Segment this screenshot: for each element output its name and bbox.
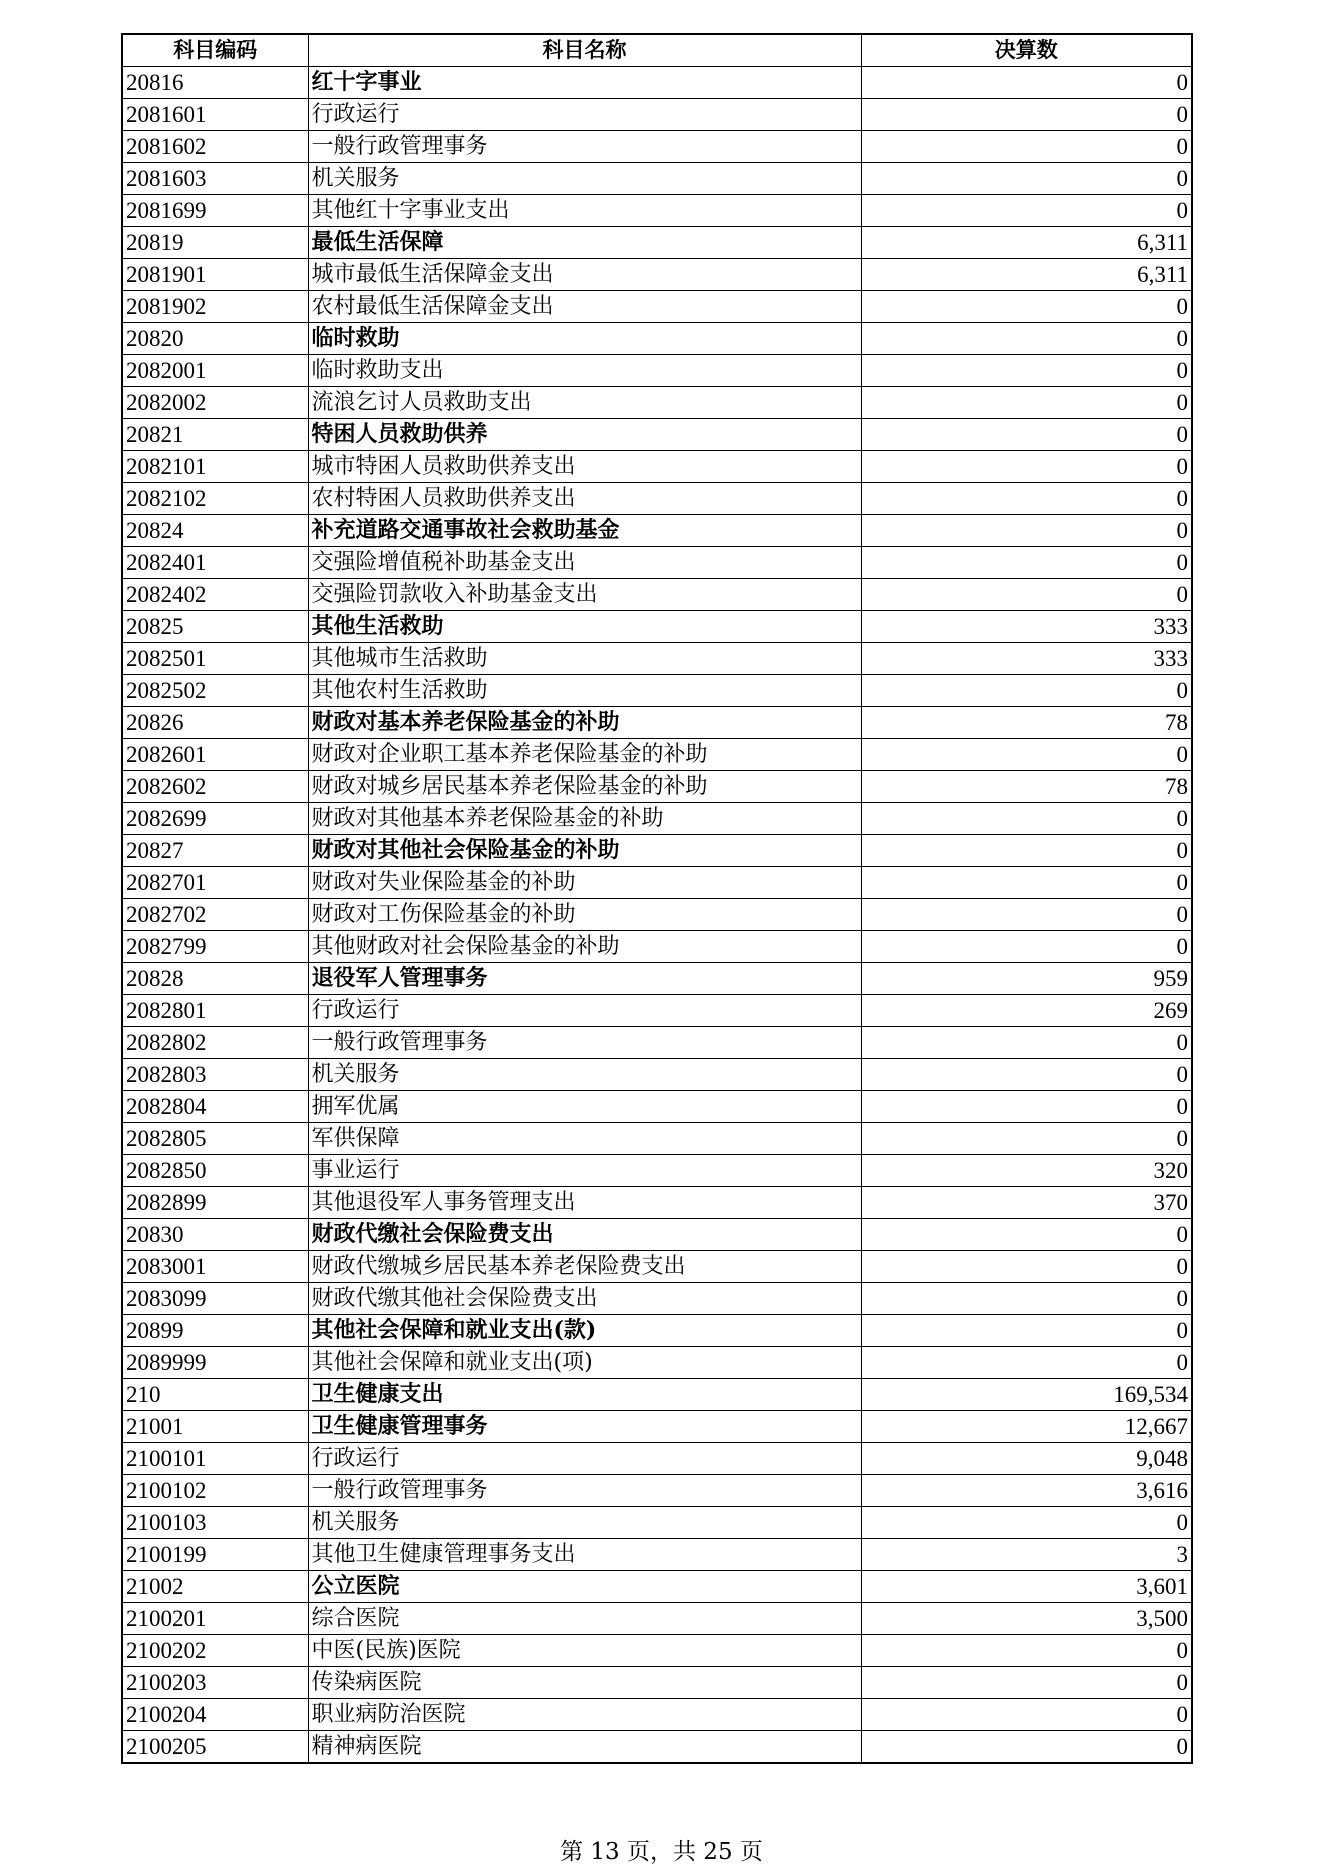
row-code: 21001	[122, 1411, 308, 1443]
row-name: 城市特困人员救助供养支出	[308, 451, 861, 483]
row-code: 2100102	[122, 1475, 308, 1507]
row-code: 2081601	[122, 99, 308, 131]
row-code: 2082101	[122, 451, 308, 483]
row-name: 一般行政管理事务	[308, 131, 861, 163]
row-code: 20826	[122, 707, 308, 739]
row-name: 传染病医院	[308, 1667, 861, 1699]
row-name: 财政对失业保险基金的补助	[308, 867, 861, 899]
table-row	[122, 1315, 1192, 1347]
row-amount: 3,616	[861, 1475, 1192, 1507]
row-code: 2100202	[122, 1635, 308, 1667]
table-row	[122, 1155, 1192, 1187]
row-code: 2100101	[122, 1443, 308, 1475]
table-row	[122, 1411, 1192, 1443]
table-header-row	[122, 34, 1192, 67]
row-code: 2081699	[122, 195, 308, 227]
row-amount: 6,311	[861, 259, 1192, 291]
row-amount: 78	[861, 771, 1192, 803]
row-name: 最低生活保障	[308, 227, 861, 259]
row-code: 2081902	[122, 291, 308, 323]
row-amount: 3	[861, 1539, 1192, 1571]
row-amount: 959	[861, 963, 1192, 995]
table-row	[122, 67, 1192, 99]
table-row	[122, 99, 1192, 131]
row-amount: 0	[861, 547, 1192, 579]
row-name: 机关服务	[308, 1059, 861, 1091]
table-row	[122, 483, 1192, 515]
table-row	[122, 1731, 1192, 1764]
row-code: 2082702	[122, 899, 308, 931]
row-code: 2100201	[122, 1603, 308, 1635]
table-row	[122, 963, 1192, 995]
table-row	[122, 1603, 1192, 1635]
row-name: 财政对基本养老保险基金的补助	[308, 707, 861, 739]
row-amount: 333	[861, 643, 1192, 675]
row-code: 2082799	[122, 931, 308, 963]
row-name: 一般行政管理事务	[308, 1475, 861, 1507]
table-row	[122, 1635, 1192, 1667]
row-amount: 0	[861, 387, 1192, 419]
row-amount: 169,534	[861, 1379, 1192, 1411]
row-code: 2100205	[122, 1731, 308, 1764]
table-row	[122, 163, 1192, 195]
row-amount: 0	[861, 323, 1192, 355]
table-row	[122, 1123, 1192, 1155]
table-row	[122, 1443, 1192, 1475]
row-amount: 78	[861, 707, 1192, 739]
row-amount: 0	[861, 1347, 1192, 1379]
row-code: 20828	[122, 963, 308, 995]
page-number: 第 13 页，共 25 页	[560, 1839, 763, 1865]
row-code: 2082501	[122, 643, 308, 675]
row-code: 20899	[122, 1315, 308, 1347]
row-name: 机关服务	[308, 163, 861, 195]
row-name: 城市最低生活保障金支出	[308, 259, 861, 291]
table-row	[122, 867, 1192, 899]
table-row	[122, 1667, 1192, 1699]
row-amount: 0	[861, 515, 1192, 547]
row-amount: 0	[861, 451, 1192, 483]
row-code: 2082602	[122, 771, 308, 803]
table-row	[122, 195, 1192, 227]
row-code: 2081602	[122, 131, 308, 163]
header-name: 科目名称	[308, 34, 861, 67]
row-code: 2082804	[122, 1091, 308, 1123]
row-code: 20830	[122, 1219, 308, 1251]
row-amount: 0	[861, 835, 1192, 867]
row-code: 20821	[122, 419, 308, 451]
row-amount: 0	[861, 291, 1192, 323]
row-name: 行政运行	[308, 99, 861, 131]
table-row	[122, 387, 1192, 419]
table-row	[122, 1379, 1192, 1411]
row-amount: 0	[861, 739, 1192, 771]
table-row	[122, 899, 1192, 931]
row-code: 2082601	[122, 739, 308, 771]
row-amount: 0	[861, 579, 1192, 611]
row-name: 财政对其他基本养老保险基金的补助	[308, 803, 861, 835]
row-amount: 0	[861, 1027, 1192, 1059]
row-amount: 0	[861, 1219, 1192, 1251]
row-name: 其他城市生活救助	[308, 643, 861, 675]
table-row	[122, 291, 1192, 323]
row-name: 财政对企业职工基本养老保险基金的补助	[308, 739, 861, 771]
row-name: 财政代缴城乡居民基本养老保险费支出	[308, 1251, 861, 1283]
table-row	[122, 1283, 1192, 1315]
row-name: 临时救助	[308, 323, 861, 355]
row-name: 流浪乞讨人员救助支出	[308, 387, 861, 419]
row-code: 2082805	[122, 1123, 308, 1155]
row-code: 2081603	[122, 163, 308, 195]
table-row	[122, 1571, 1192, 1603]
table-row	[122, 515, 1192, 547]
table-row	[122, 739, 1192, 771]
table-row	[122, 707, 1192, 739]
row-amount: 0	[861, 1283, 1192, 1315]
budget-table	[121, 33, 1193, 1764]
row-name: 财政代缴其他社会保险费支出	[308, 1283, 861, 1315]
row-amount: 6,311	[861, 227, 1192, 259]
row-code: 20825	[122, 611, 308, 643]
row-name: 其他社会保障和就业支出(项)	[308, 1347, 861, 1379]
row-amount: 0	[861, 1635, 1192, 1667]
row-amount: 0	[861, 867, 1192, 899]
table-row	[122, 355, 1192, 387]
row-amount: 0	[861, 1315, 1192, 1347]
table-row	[122, 547, 1192, 579]
table-row	[122, 835, 1192, 867]
table-row	[122, 643, 1192, 675]
table-row	[122, 771, 1192, 803]
row-name: 军供保障	[308, 1123, 861, 1155]
row-name: 其他社会保障和就业支出(款)	[308, 1315, 861, 1347]
row-amount: 3,500	[861, 1603, 1192, 1635]
row-code: 2082899	[122, 1187, 308, 1219]
table-row	[122, 259, 1192, 291]
table-row	[122, 1219, 1192, 1251]
table-row	[122, 419, 1192, 451]
row-name: 精神病医院	[308, 1731, 861, 1764]
row-amount: 0	[861, 67, 1192, 99]
row-name: 卫生健康支出	[308, 1379, 861, 1411]
row-name: 其他退役军人事务管理支出	[308, 1187, 861, 1219]
row-code: 2081901	[122, 259, 308, 291]
table-row	[122, 1507, 1192, 1539]
row-name: 财政对工伤保险基金的补助	[308, 899, 861, 931]
row-name: 行政运行	[308, 1443, 861, 1475]
row-amount: 3,601	[861, 1571, 1192, 1603]
table-row	[122, 675, 1192, 707]
row-code: 2100103	[122, 1507, 308, 1539]
row-code: 2100204	[122, 1699, 308, 1731]
row-amount: 0	[861, 1251, 1192, 1283]
row-name: 财政对其他社会保险基金的补助	[308, 835, 861, 867]
row-name: 农村最低生活保障金支出	[308, 291, 861, 323]
table-row	[122, 1091, 1192, 1123]
row-code: 2082801	[122, 995, 308, 1027]
row-amount: 0	[861, 163, 1192, 195]
row-amount: 0	[861, 1667, 1192, 1699]
row-name: 拥军优属	[308, 1091, 861, 1123]
row-code: 2082802	[122, 1027, 308, 1059]
row-code: 20816	[122, 67, 308, 99]
table-row	[122, 1699, 1192, 1731]
row-code: 21002	[122, 1571, 308, 1603]
table-row	[122, 931, 1192, 963]
row-name: 职业病防治医院	[308, 1699, 861, 1731]
row-code: 2082401	[122, 547, 308, 579]
row-code: 2082502	[122, 675, 308, 707]
row-code: 2082850	[122, 1155, 308, 1187]
row-amount: 0	[861, 131, 1192, 163]
row-amount: 0	[861, 1731, 1192, 1764]
row-name: 红十字事业	[308, 67, 861, 99]
row-name: 财政代缴社会保险费支出	[308, 1219, 861, 1251]
table-row	[122, 131, 1192, 163]
row-amount: 370	[861, 1187, 1192, 1219]
row-code: 2082803	[122, 1059, 308, 1091]
row-name: 公立医院	[308, 1571, 861, 1603]
row-code: 20820	[122, 323, 308, 355]
row-amount: 0	[861, 1699, 1192, 1731]
row-amount: 0	[861, 1091, 1192, 1123]
row-name: 一般行政管理事务	[308, 1027, 861, 1059]
row-amount: 0	[861, 99, 1192, 131]
row-amount: 0	[861, 355, 1192, 387]
row-amount: 0	[861, 675, 1192, 707]
row-code: 20827	[122, 835, 308, 867]
row-code: 2082002	[122, 387, 308, 419]
row-code: 2082001	[122, 355, 308, 387]
table-row	[122, 323, 1192, 355]
row-amount: 333	[861, 611, 1192, 643]
row-name: 退役军人管理事务	[308, 963, 861, 995]
table-row	[122, 1059, 1192, 1091]
header-amount: 决算数	[861, 34, 1192, 67]
row-code: 210	[122, 1379, 308, 1411]
row-name: 行政运行	[308, 995, 861, 1027]
row-name: 其他农村生活救助	[308, 675, 861, 707]
row-code: 2100199	[122, 1539, 308, 1571]
row-name: 其他财政对社会保险基金的补助	[308, 931, 861, 963]
table-row	[122, 1475, 1192, 1507]
table-row	[122, 995, 1192, 1027]
table-row	[122, 1027, 1192, 1059]
row-name: 中医(民族)医院	[308, 1635, 861, 1667]
row-name: 卫生健康管理事务	[308, 1411, 861, 1443]
row-name: 财政对城乡居民基本养老保险基金的补助	[308, 771, 861, 803]
row-code: 20819	[122, 227, 308, 259]
table-row	[122, 803, 1192, 835]
row-code: 2100203	[122, 1667, 308, 1699]
row-amount: 12,667	[861, 1411, 1192, 1443]
row-amount: 320	[861, 1155, 1192, 1187]
row-name: 补充道路交通事故社会救助基金	[308, 515, 861, 547]
row-amount: 0	[861, 195, 1192, 227]
row-amount: 0	[861, 1123, 1192, 1155]
header-code: 科目编码	[122, 34, 308, 67]
row-amount: 0	[861, 483, 1192, 515]
row-name: 农村特困人员救助供养支出	[308, 483, 861, 515]
table-row	[122, 451, 1192, 483]
table-row	[122, 227, 1192, 259]
row-name: 交强险罚款收入补助基金支出	[308, 579, 861, 611]
row-name: 交强险增值税补助基金支出	[308, 547, 861, 579]
row-code: 2082102	[122, 483, 308, 515]
row-code: 2083001	[122, 1251, 308, 1283]
row-name: 特困人员救助供养	[308, 419, 861, 451]
table-row	[122, 611, 1192, 643]
row-amount: 0	[861, 1507, 1192, 1539]
table-row	[122, 1251, 1192, 1283]
row-code: 2083099	[122, 1283, 308, 1315]
table-row	[122, 579, 1192, 611]
row-code: 2082701	[122, 867, 308, 899]
row-name: 其他红十字事业支出	[308, 195, 861, 227]
row-name: 事业运行	[308, 1155, 861, 1187]
table-row	[122, 1187, 1192, 1219]
row-name: 其他卫生健康管理事务支出	[308, 1539, 861, 1571]
row-name: 机关服务	[308, 1507, 861, 1539]
row-code: 20824	[122, 515, 308, 547]
row-amount: 0	[861, 1059, 1192, 1091]
table-row	[122, 1347, 1192, 1379]
row-amount: 269	[861, 995, 1192, 1027]
row-code: 2082402	[122, 579, 308, 611]
row-amount: 0	[861, 931, 1192, 963]
row-name: 综合医院	[308, 1603, 861, 1635]
row-amount: 0	[861, 899, 1192, 931]
row-amount: 0	[861, 803, 1192, 835]
row-name: 临时救助支出	[308, 355, 861, 387]
table-row	[122, 1539, 1192, 1571]
row-amount: 0	[861, 419, 1192, 451]
row-code: 2089999	[122, 1347, 308, 1379]
row-amount: 9,048	[861, 1443, 1192, 1475]
row-name: 其他生活救助	[308, 611, 861, 643]
row-code: 2082699	[122, 803, 308, 835]
